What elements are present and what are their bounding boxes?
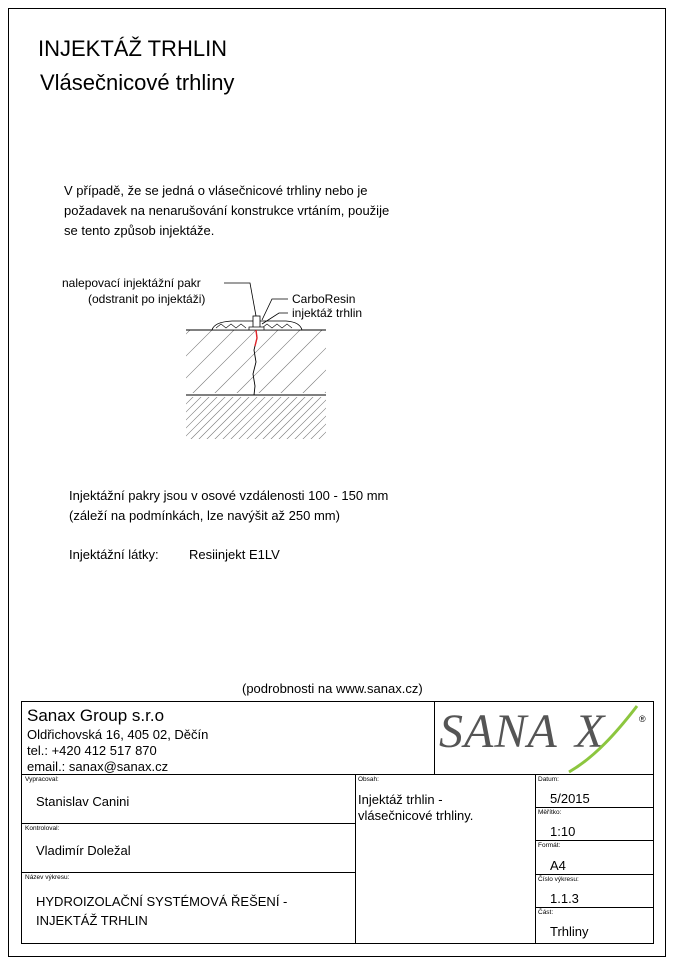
- crack-injection-diagram: [0, 0, 678, 470]
- leader-resin: [262, 299, 288, 320]
- company-email: email.: sanax@sanax.cz: [27, 759, 169, 774]
- drawing-name-line: HYDROIZOLAČNÍ SYSTÉMOVÁ ŘEŠENÍ -: [36, 894, 288, 909]
- part-label: Část:: [538, 909, 554, 916]
- more-info-text: (podrobnosti na www.sanax.cz): [242, 681, 423, 696]
- sanax-logo: [435, 702, 653, 774]
- label-packer: nalepovací injektážní pakr: [62, 276, 201, 290]
- intro-line: požadavek na nenarušování konstrukce vrtáním, použije: [64, 203, 390, 218]
- registered-mark: ®: [639, 714, 646, 724]
- drawing-number-value: 1.1.3: [550, 891, 579, 906]
- scale-value: 1:10: [550, 824, 576, 839]
- packer-base: [249, 327, 264, 330]
- title-block-divider: [22, 774, 653, 775]
- content-label: Obsah:: [358, 776, 379, 783]
- column-divider: [535, 774, 536, 943]
- spacing-line: Injektážní pakry jsou v osové vzdálenosti 100 - 150 mm: [69, 488, 389, 503]
- date-value: 5/2015: [550, 791, 590, 806]
- leader-packer: [224, 283, 256, 316]
- logo-wordmark: SANA: [439, 705, 558, 758]
- date-label: Datum:: [538, 776, 559, 783]
- intro-line: se tento způsob injektáže.: [64, 223, 215, 238]
- concrete-layer: [170, 320, 398, 410]
- format-label: Formát:: [538, 842, 561, 849]
- row-divider: [535, 874, 653, 875]
- company-address: Oldřichovská 16, 405 02, Děčín: [27, 727, 209, 742]
- title-block: [21, 701, 654, 944]
- row-divider: [22, 823, 355, 824]
- page-subtitle: Vlásečnicové trhliny: [40, 70, 235, 95]
- drawing-name-label: Název výkresu:: [25, 874, 70, 881]
- drawing-number-label: Číslo výkresu:: [538, 876, 579, 883]
- checked-by-label: Kontroloval:: [25, 825, 60, 832]
- row-divider: [22, 872, 355, 873]
- drawing-name-line: INJEKTÁŽ TRHLIN: [36, 913, 148, 928]
- checked-by-value: Vladimír Doležal: [36, 843, 131, 858]
- label-carboresin: CarboResin: [292, 292, 356, 306]
- drawn-by-label: Vypracoval:: [25, 776, 59, 783]
- substances-label: Injektážní látky:: [69, 547, 159, 562]
- spacing-text: [69, 486, 388, 526]
- row-divider: [535, 840, 653, 841]
- part-value: Trhliny: [550, 924, 589, 939]
- page-title: INJEKTÁŽ TRHLIN: [38, 36, 228, 61]
- content-line: vlásečnicové trhliny.: [358, 808, 474, 823]
- scale-label: Měřítko:: [538, 809, 562, 816]
- label-packer-note: (odstranit po injektáži): [88, 292, 206, 306]
- logo-x-letter: X: [575, 705, 605, 758]
- label-crack-injection: injektáž trhlin: [292, 306, 363, 320]
- spacing-line: (záleží na podmínkách, lze navýšit až 250 mm): [69, 508, 340, 523]
- row-divider: [535, 907, 653, 908]
- crack-resin-fill: [255, 330, 257, 346]
- substrate-layer: [180, 396, 362, 444]
- company-phone: tel.: +420 412 517 870: [27, 743, 157, 758]
- content-line: Injektáž trhlin -: [358, 792, 443, 807]
- column-divider: [355, 774, 356, 943]
- drawn-by-value: Stanislav Canini: [36, 794, 130, 809]
- intro-line: V případě, že se jedná o vlásečnicové trhliny nebo je: [64, 183, 368, 198]
- format-value: A4: [550, 858, 566, 873]
- logo-swoosh-icon: [555, 702, 645, 774]
- substances-value: Resiinjekt E1LV: [189, 547, 280, 562]
- company-name: Sanax Group s.r.o: [27, 706, 165, 725]
- row-divider: [535, 807, 653, 808]
